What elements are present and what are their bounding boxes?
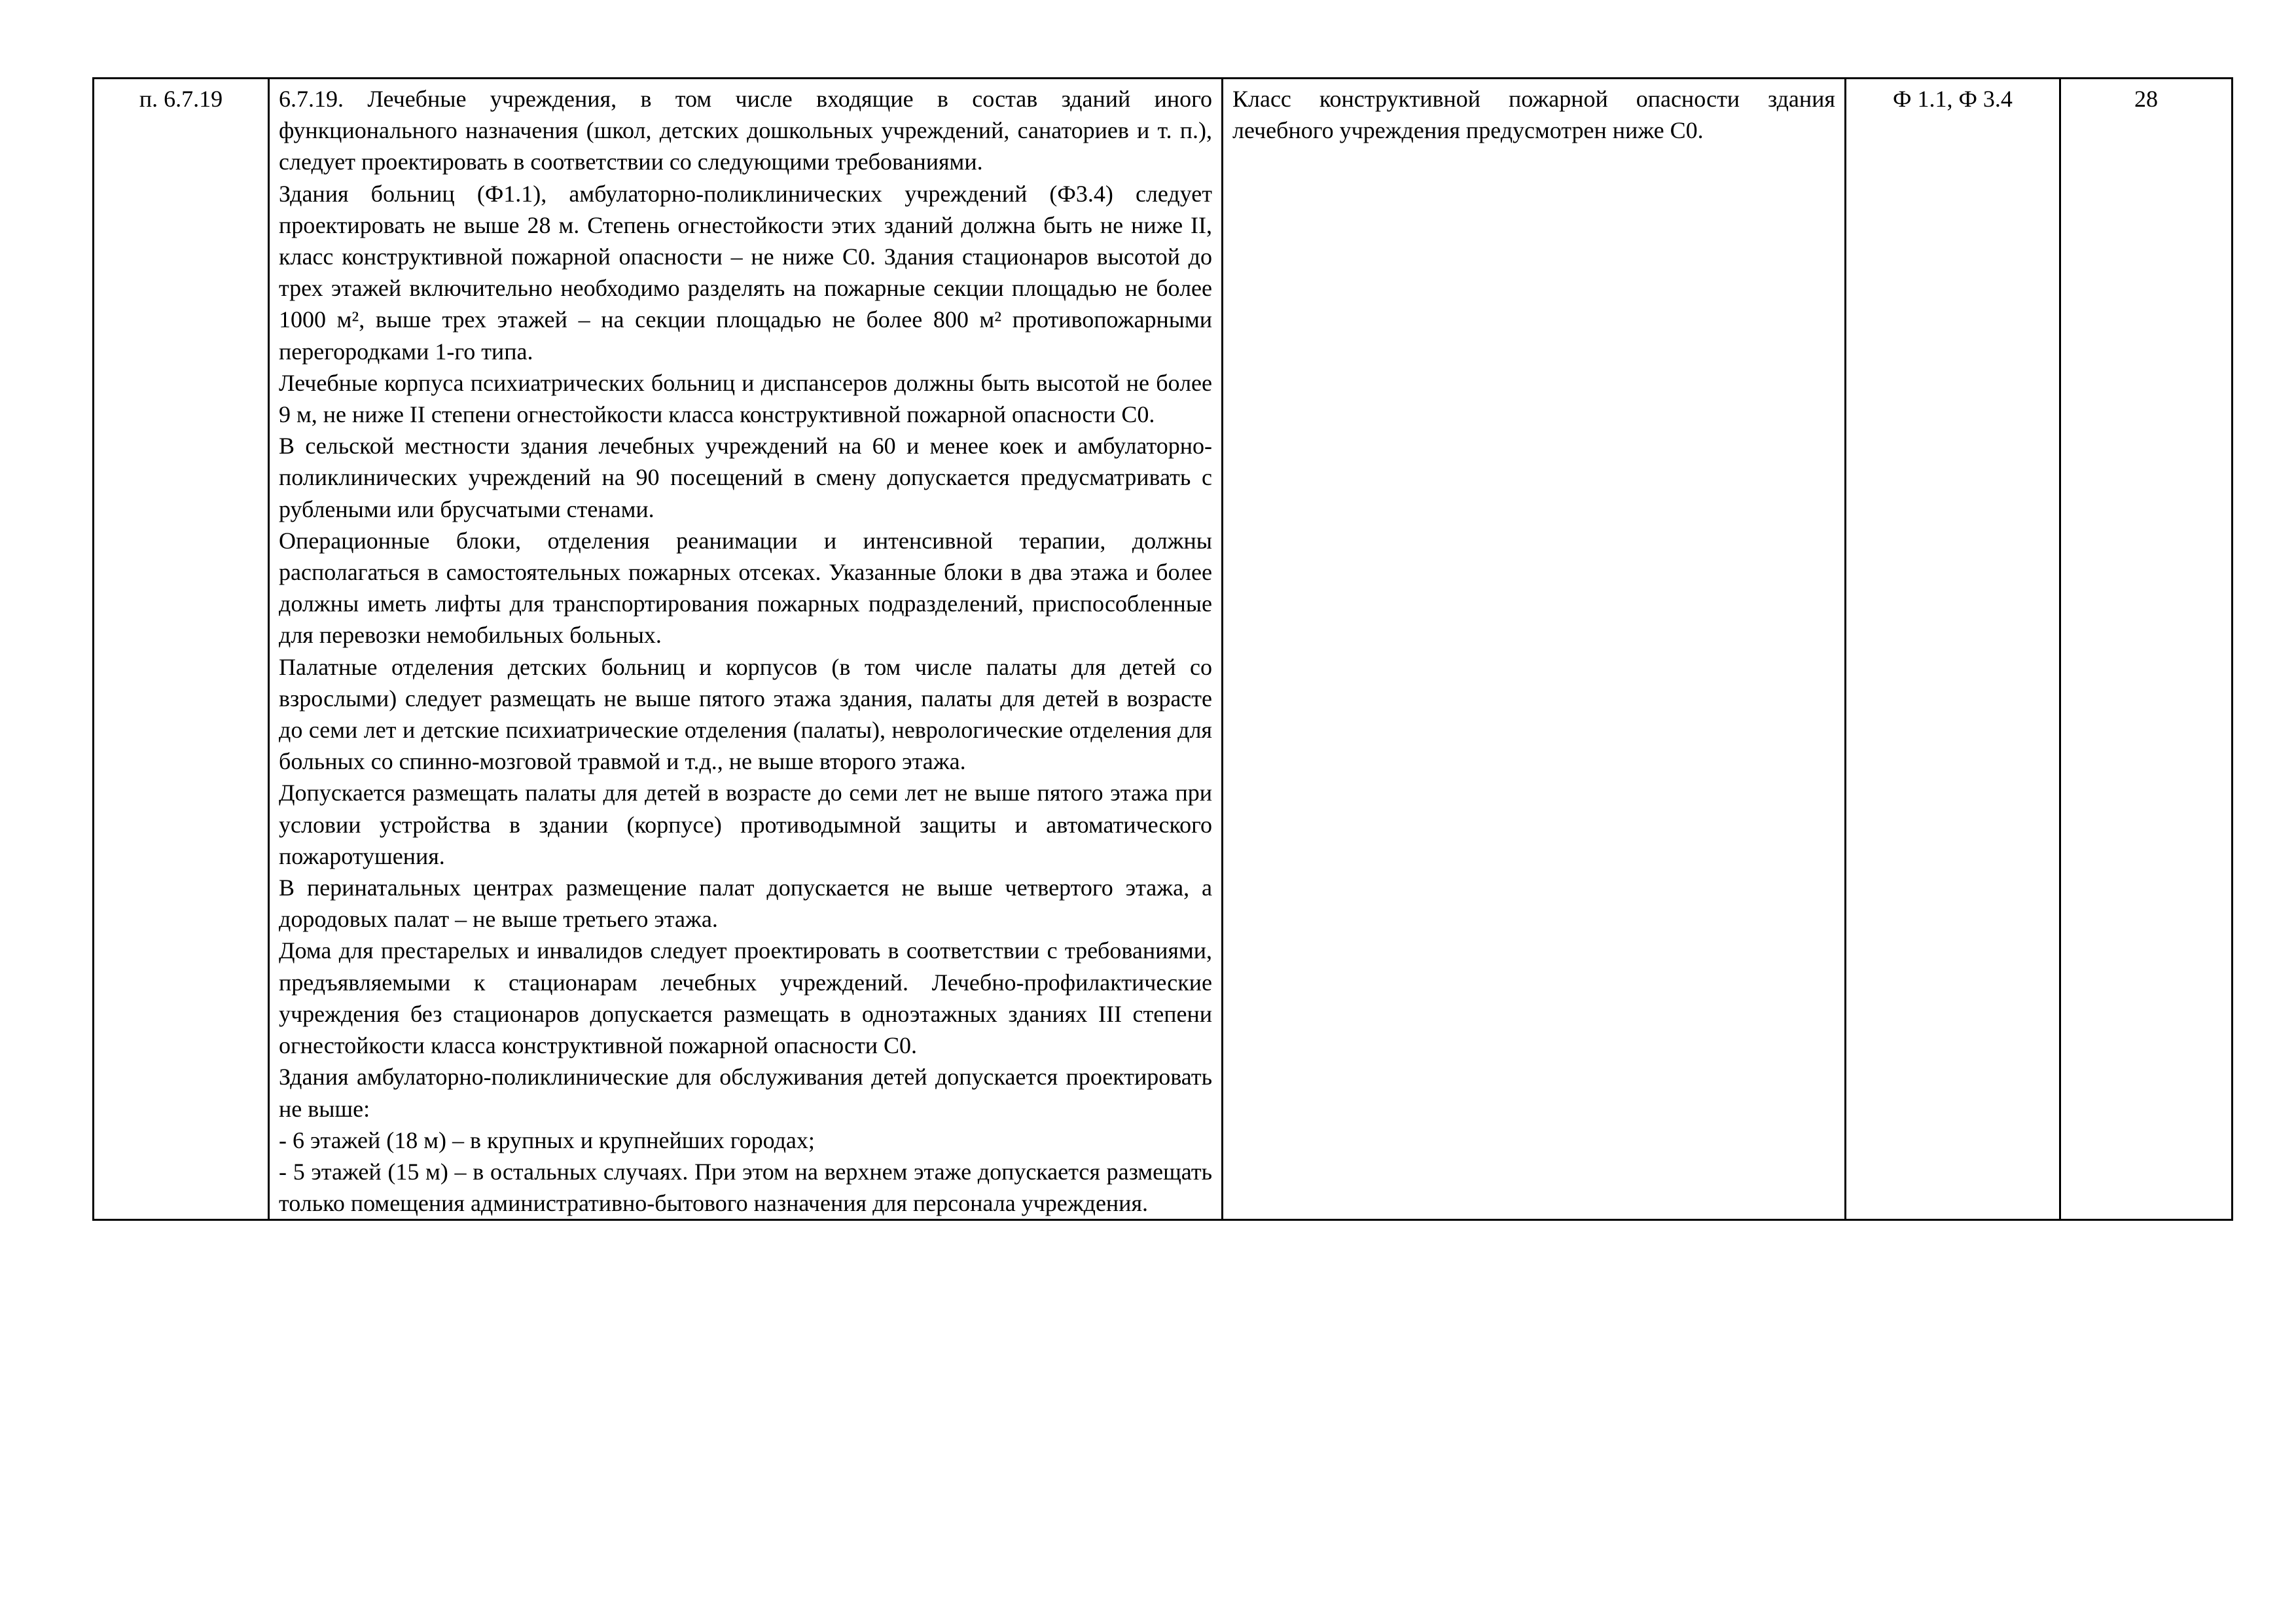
requirement-paragraph: Здания больниц (Ф1.1), амбулаторно-поликлинических учреждений (Ф3.4) следует проектировать не выше 28 м. Степень огнестойкости этих зданий должна быть не ниже II, класс конструктивной пожарной опасности – не ниже С0. Здания стационаров высотой до трех этажей включительно необходимо разделять на пожарные секции площадью не более 1000 м², выше трех этажей – на секции площадью не более 800 м² противопожарными перегородками 1-го типа. <box>279 180 1212 365</box>
requirement-paragraph: Дома для престарелых и инвалидов следует проектировать в соответствии с требованиями, предъявляемыми к стационарам лечебных учреждений. Лечебно-профилактические учреждения без стационаров допускается размещать в одноэтажных зданиях III степени огнестойкости класса конструктивной пожарной опасности С0. <box>279 937 1212 1059</box>
requirements-table <box>92 77 2233 1221</box>
requirement-paragraph: Лечебные корпуса психиатрических больниц и диспансеров должны быть высотой не более <box>279 369 1212 396</box>
requirement-paragraph: 9 м, не ниже II степени огнестойкости класса конструктивной пожарной опасности С0. <box>279 401 1155 428</box>
requirement-paragraph: - 6 этажей (18 м) – в крупных и крупнейших городах; <box>279 1127 815 1153</box>
requirement-paragraph: В сельской местности здания лечебных учреждений на 60 и менее коек и амбулаторно-поликлинических учреждений на 90 посещений в смену допускается предусматривать с рублеными или брусчатыми стенами. <box>279 433 1212 522</box>
requirement-paragraph: Операционные блоки, отделения реанимации и интенсивной терапии, должны располагаться в самостоятельных пожарных отсеках. Указанные блоки в два этажа и более должны иметь лифты для транспортирования пожарных подразделений, приспособленные для перевозки немобильных больных. <box>279 527 1212 649</box>
functional-class-cell: Ф 1.1, Ф 3.4 <box>1846 79 2060 1220</box>
table-row <box>94 79 2233 1220</box>
requirement-paragraph: 6.7.19. Лечебные учреждения, в том числе входящие в состав зданий иного функционального назначения (школ, детских дошкольных учреждений, санаториев и т. п.), следует проектировать в соответствии со следующими требованиями. <box>279 86 1212 175</box>
requirement-paragraph: В перинатальных центрах размещение палат допускается не выше четвертого этажа, а дородовых палат – не выше третьего этажа. <box>279 875 1212 933</box>
note-cell: Класс конструктивной пожарной опасности здания лечебного учреждения предусмотрен ниже С0. <box>1223 79 1846 1220</box>
requirement-paragraph: Палатные отделения детских больниц и корпусов (в том числе палаты для детей со взрослыми) следует размещать не выше пятого этажа здания, палаты для детей в возрасте до семи лет и детские психиатрические отделения (палаты), неврологические отделения для больных со спинно-мозговой травмой и т.д., не выше второго этажа. <box>279 653 1212 775</box>
requirement-paragraph: Здания амбулаторно-поликлинические для обслуживания детей допускается проектировать не выше: <box>279 1064 1212 1122</box>
requirement-paragraph: Допускается размещать палаты для детей в возрасте до семи лет не выше пятого этажа при условии устройства в здании (корпусе) противодымной защиты и автоматического пожаротушения. <box>279 780 1212 869</box>
requirement-text-cell <box>269 79 1223 1220</box>
requirement-paragraph: - 5 этажей (15 м) – в остальных случаях. При этом на верхнем этаже допускается размещать только помещения административно-бытового назначения для персонала учреждения. <box>279 1158 1212 1217</box>
number-cell: 28 <box>2060 79 2233 1220</box>
clause-ref-cell: п. 6.7.19 <box>94 79 269 1220</box>
